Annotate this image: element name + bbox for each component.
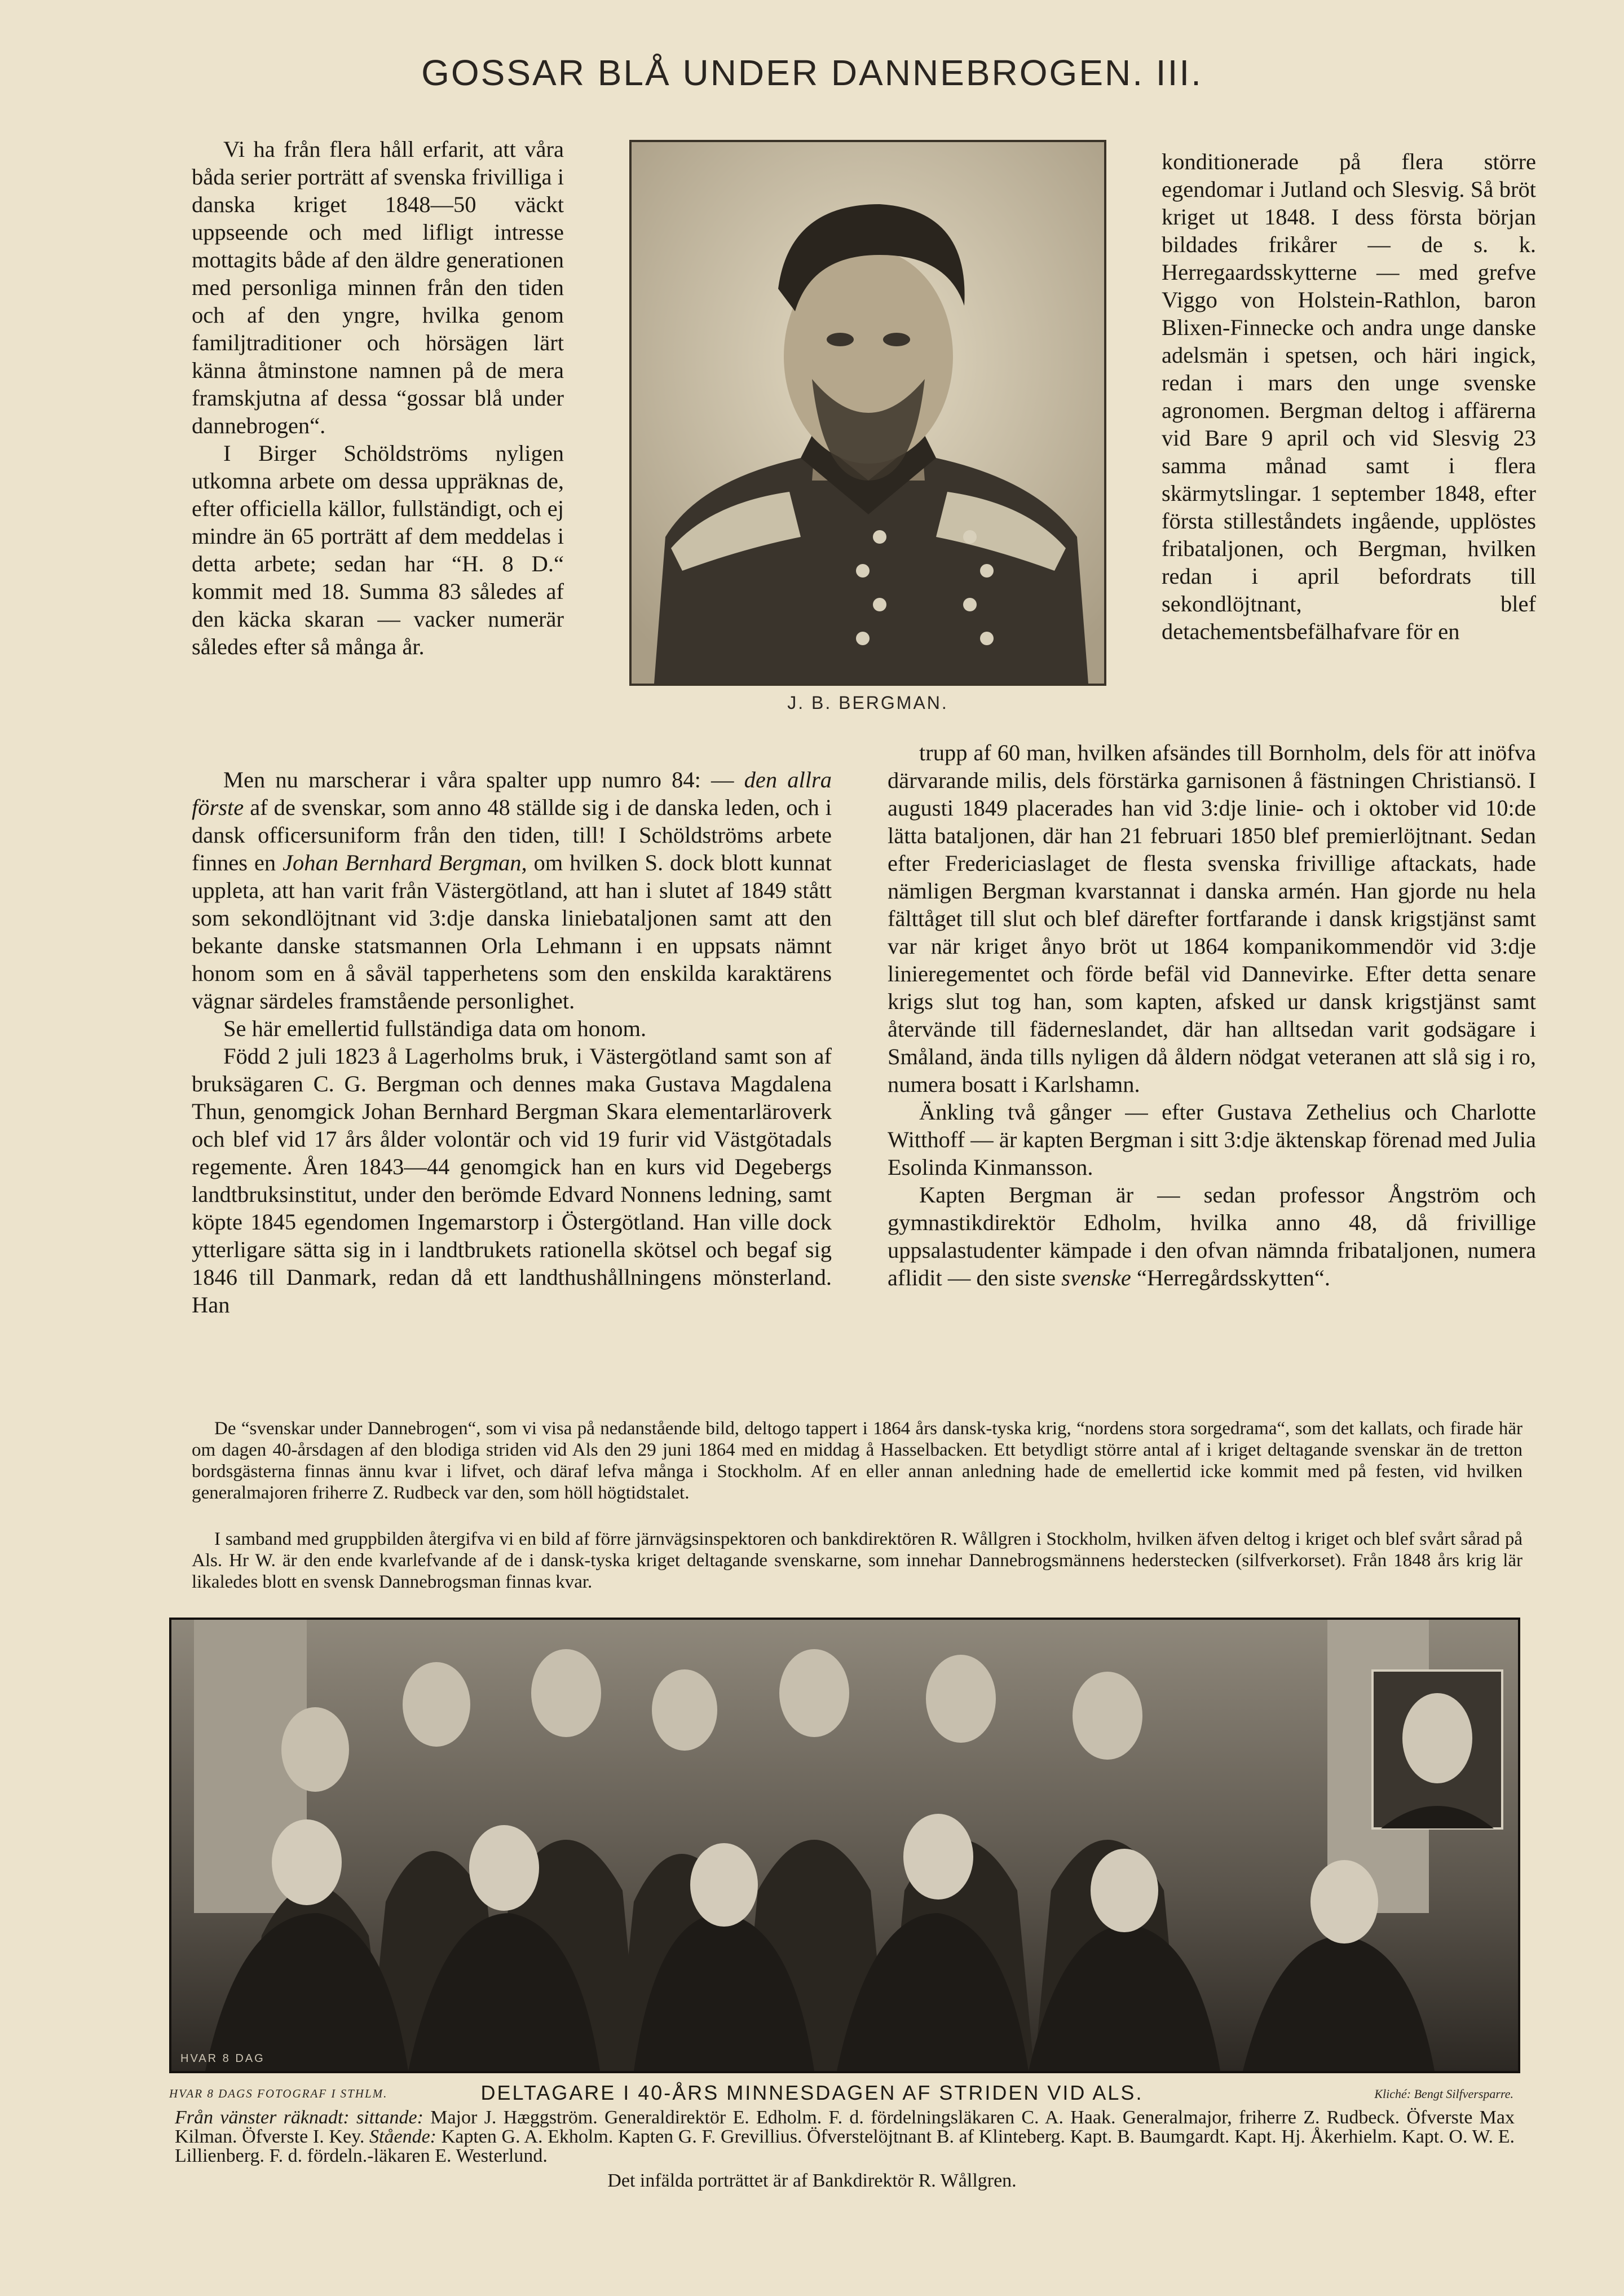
photo-watermark: HVAR 8 DAG: [180, 2052, 265, 2065]
emphasis-text: svenske: [1061, 1265, 1131, 1290]
caption-lead: Från vänster räknadt: sittande:: [175, 2107, 423, 2128]
paragraph-numro-84: [192, 766, 832, 1015]
photo-title: DELTAGARE I 40-ÅRS MINNESDAGEN AF STRIDEN VID ALS.: [480, 2081, 1144, 2104]
paragraph-right-top: konditionerade på flera större egendomar i Jutland och Slesvig. Så bröt kriget ut 1848. I dess första början bildades frikårer — de s. k. Herregaardsskytterne — med grefve Viggo von Holstein-Rathlon, baron Blixen-Finnecke och andra unge danske adelsmän i spetsen, och häri ingick, redan i mars den unge svenske agronomen. Bergman deltog i affärerna vid Bare 9 april och vid Slesvig 23 samma månad samt i flera skärmytslingar. 1 september 1848, efter första stilleståndets ingående, upplöstes fribataljonen, och Bergman, hvilken redan i april befordrats till sekondlöjtnant, blef detachementsbefälhafvare för en: [1162, 149, 1536, 644]
note-text: De “svenskar under Dannebrogen“, som vi visa på nedanstående bild, deltogo tappert i 1864 års dansk-tyska krig, “nordens stora sorgedrama“, som det kallats, och firade här om dagen 40-årsdagen af den blodiga striden vid Als den 29 juni 1864 med en middag å Hasselbacken. Ett betydligt större antal af i kriget deltagande svenskar än de tretton bordsgästerna finnas ännu kvar i lifvet, och däraf lefva många i Stockholm. Af en eller annan anledning hade de emellertid icke kommit med på festen, vid hvilken generalmajoren friherre Z. Rudbeck var den, som höll högtidstalet.: [192, 1418, 1522, 1503]
text-segment: om hvilken S. dock blott kunnat uppleta, att han varit från Västergötland, att han i slutet af 1849 stått som sekondlöjtnant vid 3:dje danska liniebataljonen samt att den bekante danske statsmannen Orla Lehmann i en uppsats nämnt honom som en å såväl tapperhetens som den enskilda karaktärens vägnar särdeles framstående personlighet.: [192, 850, 832, 1013]
photo-caption: [175, 2108, 1515, 2166]
portrait-illustration: [632, 142, 1104, 684]
cliche-credit: Kliché: Bengt Silfversparre.: [1374, 2087, 1513, 2101]
caption-standing-label: Stående:: [369, 2126, 436, 2147]
paragraph-widower: Änkling två gånger — efter Gustava Zethelius och Charlotte Witthoff — är kapten Bergman i sitt 3:dje äktenskap förenad med Julia Esolinda Kinmansson.: [888, 1099, 1536, 1180]
emphasis-text: den allra förste: [192, 767, 832, 820]
caption-sitting: Major J. Hæggström. Generaldirektör E. Edholm. F. d. fördelningsläkaren C. A. Haak. Generalmajor, friherre Z. Rudbeck. Öfverste Max Kilman. Öfverste I. Key.: [175, 2107, 1515, 2147]
right-column: [1162, 148, 1536, 645]
group-photo: [169, 1618, 1520, 2073]
note-wallgren: [192, 1528, 1522, 1593]
text-segment: af de svenskar, som anno 48 ställde sig i de danska leden, och i dansk officersuniform från den tiden, till! I Schöldströms arbete finnes en: [192, 795, 832, 875]
wide-right-column: [888, 739, 1536, 1292]
emphasis-name: Johan Bernhard Bergman,: [282, 850, 527, 875]
inset-caption: Det infälda porträttet är af Bankdirektör R. Wållgren.: [607, 2170, 1017, 2191]
left-column: [192, 135, 564, 660]
group-photo-illustration: [171, 1620, 1518, 2071]
note-text: I samband med gruppbilden återgifva vi en bild af förre järnvägsinspektoren och bankdirektören R. Wållgren i Stockholm, hvilken äfven deltog i kriget och blef svårt sårad på Als. Hr W. är den ende kvarlefvande af de i dansk-tyska kriget deltagande svenskarne, som innehar Dannebrogsmännens hederstecken (silfverkorset). Från 1848 års krig lär likaledes blott en svensk Dannebrogsman finnas kvar.: [192, 1529, 1522, 1592]
portrait-bergman: [629, 140, 1106, 686]
paragraph-data: Se här emellertid fullständiga data om honom.: [223, 1016, 647, 1041]
text-segment: Kapten Bergman är — sedan professor Ångström och gymnastikdirektör Edholm, hvilka anno 48, då frivillige uppsalastudenter kämpade i den ofvan nämnda fribataljonen, numera aflidit — den siste: [888, 1182, 1536, 1290]
paragraph-intro: Vi ha från flera håll erfarit, att våra båda serier porträtt af svenska frivilliga i danska kriget 1848—50 väckt uppseende och med lifligt intresse mottagits både af den äldre generationen med personliga minnen från den tiden och af den yngre, hvilka genom familjtraditioner och hörsägen lärt känna åtminstone namnen på de mera framskjutna af dessa “gossar blå under dannebrogen“.: [192, 136, 564, 438]
text-segment: Men nu marscherar i våra spalter upp numro 84: —: [223, 767, 744, 792]
photo-credit: HVAR 8 DAGS FOTOGRAF I STHLM.: [169, 2087, 388, 2100]
paragraph-last-survivor: [888, 1181, 1536, 1292]
text-segment: “Herregårdsskytten“.: [1131, 1265, 1330, 1290]
wide-left-column: [192, 766, 832, 1319]
paragraph-born: Född 2 juli 1823 å Lagerholms bruk, i Västergötland samt son af bruksägaren C. G. Bergman och dennes maka Gustava Magdalena Thun, genomgick Johan Bernhard Bergman Skara elementarläroverk och blef vid 17 års ålder volontär och vid 19 furir vid Västgötadals regemente. Åren 1843—44 genomgick han en kurs vid Degebergs landtbruksinstitut, under den berömde Edvard Nonnens ledning, samt köpte 1845 egendomen Ingemarstorp i Östergötland. Han ville dock ytterligare sätta sig in i landtbrukets rationella skötsel och begaf sig 1846 till Danmark, redan då ett landthushållningens mönsterland. Han: [192, 1043, 832, 1317]
paragraph-schoeldstroem: I Birger Schöldströms nyligen utkomna arbete om dessa uppräknas de, efter officiella källor, fullständigt, och ej mindre än 65 porträtt af dem meddelas i detta arbete; sedan har “H. 8 D.“ kommit med 18. Summa 83 således af den käcka skaran — vacker numerär således efter så många år.: [192, 440, 564, 659]
page-title: GOSSAR BLÅ UNDER DANNEBROGEN. III.: [421, 52, 1203, 93]
note-svenskar: [192, 1418, 1522, 1504]
caption-standing: Kapten G. A. Ekholm. Kapten G. F. Grevillius. Öfverstelöjtnant B. af Klinteberg. Kapt. B. Baumgardt. Kapt. Hj. Åkerhielm. Kapt. O. W. E. Lillienberg. F. d. fördeln.-läkaren E. Westerlund.: [175, 2126, 1515, 2166]
paragraph-trupp: trupp af 60 man, hvilken afsändes till Bornholm, dels för att inöfva därvarande milis, dels förstärka garnisonen å fästningen Christiansö. I augusti 1849 placerades han vid 3:dje linie- och i oktober vid 10:de lätta bataljonen, där han 21 februari 1850 blef premierlöjtnant. Sedan efter Fredericiaslaget de flesta svenska frivillige aftackats, hade nämligen Bergman kvarstannat i danska armén. Han gjorde nu hela fälttåget till slut och blef därefter fortfarande i dansk krigstjänst samt var när kriget ånyo bröt ut 1864 kompanikommendör vid 3:dje linieregementet och förde befäl vid Dannevirke. Efter detta senare krigs slut tog han, som kapten, afsked ur dansk krigstjänst samt återvände till fäderneslandet, där han alltsedan varit godsägare i Småland, ända tills nyligen då åldern nödgat veteranen att slå sig i ro, numera bosatt i Karlshamn.: [888, 740, 1536, 1097]
portrait-caption: J. B. BERGMAN.: [787, 693, 948, 713]
